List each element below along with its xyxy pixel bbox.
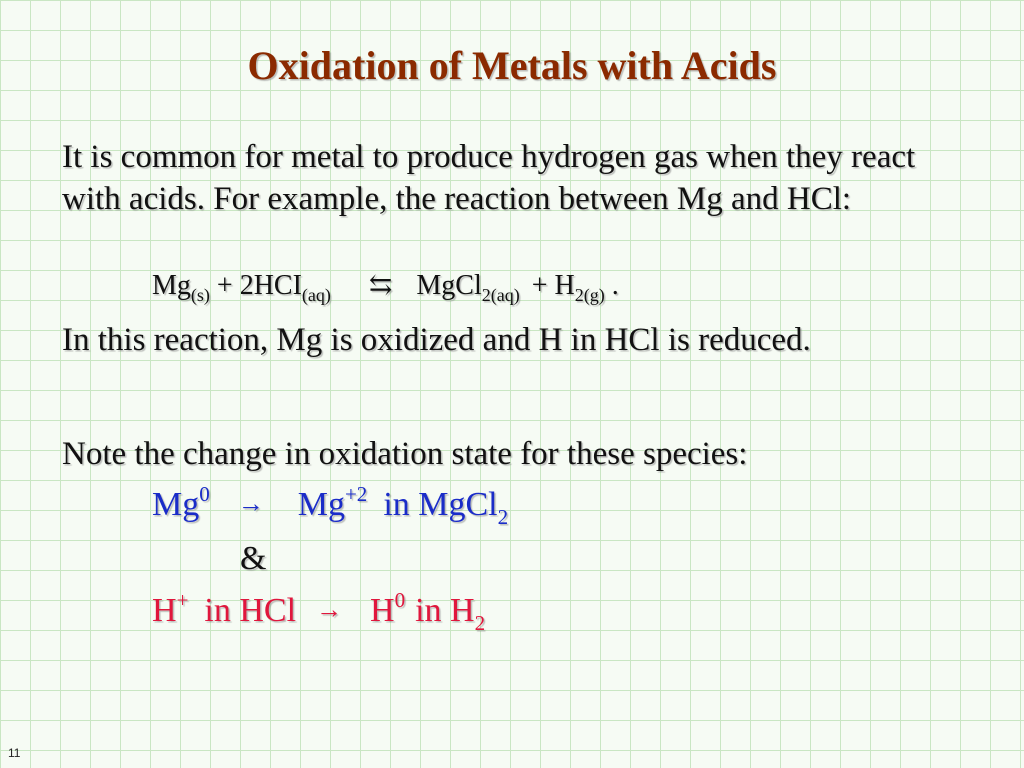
eq-product-h2: + H — [531, 270, 575, 301]
mg-context: in MgCl — [383, 486, 498, 523]
eq-reactant-mg: Mg — [152, 270, 191, 301]
right-arrow-icon: → — [237, 489, 264, 518]
h-species: H — [152, 592, 177, 629]
slide-number: 11 — [8, 746, 21, 760]
explanation-paragraph: In this reaction, Mg is oxidized and H in HCl is reduced. — [62, 322, 811, 358]
oxidation-state: 0 — [394, 588, 406, 612]
intro-paragraph: It is common for metal to produce hydrogen gas when they react with acids. For example, the reaction between Mg and HCl: — [62, 139, 916, 217]
equilibrium-arrow-icon: ⇆ — [368, 270, 393, 301]
oxidation-state: 0 — [199, 482, 210, 506]
eq-reactant-hcl: + 2HCI — [209, 270, 302, 301]
eq-subscript: 2(g) — [574, 285, 605, 305]
subscript: 2 — [474, 611, 486, 635]
oxidation-state: + — [176, 588, 189, 612]
slide-title: Oxidation of Metals with Acids — [247, 43, 777, 88]
reaction-equation — [152, 268, 619, 305]
eq-subscript: 2(aq) — [481, 285, 520, 305]
reduction-change-h — [152, 588, 486, 635]
ampersand: & — [240, 540, 267, 577]
h-context: in H — [415, 592, 475, 629]
mg-species: Mg — [297, 486, 345, 523]
note-paragraph: Note the change in oxidation state for these species: — [62, 436, 748, 472]
eq-subscript: (aq) — [301, 285, 331, 305]
eq-end: . — [604, 270, 619, 301]
subscript: 2 — [497, 505, 509, 529]
eq-subscript: (s) — [190, 285, 210, 305]
right-arrow-icon: → — [316, 595, 343, 624]
h-species: H — [370, 592, 395, 629]
mg-species: Mg — [152, 486, 200, 523]
eq-product-mgcl2: MgCl — [416, 270, 482, 301]
oxidation-change-mg — [152, 482, 509, 529]
oxidation-state: +2 — [344, 482, 368, 506]
h-context: in HCl — [204, 592, 297, 629]
